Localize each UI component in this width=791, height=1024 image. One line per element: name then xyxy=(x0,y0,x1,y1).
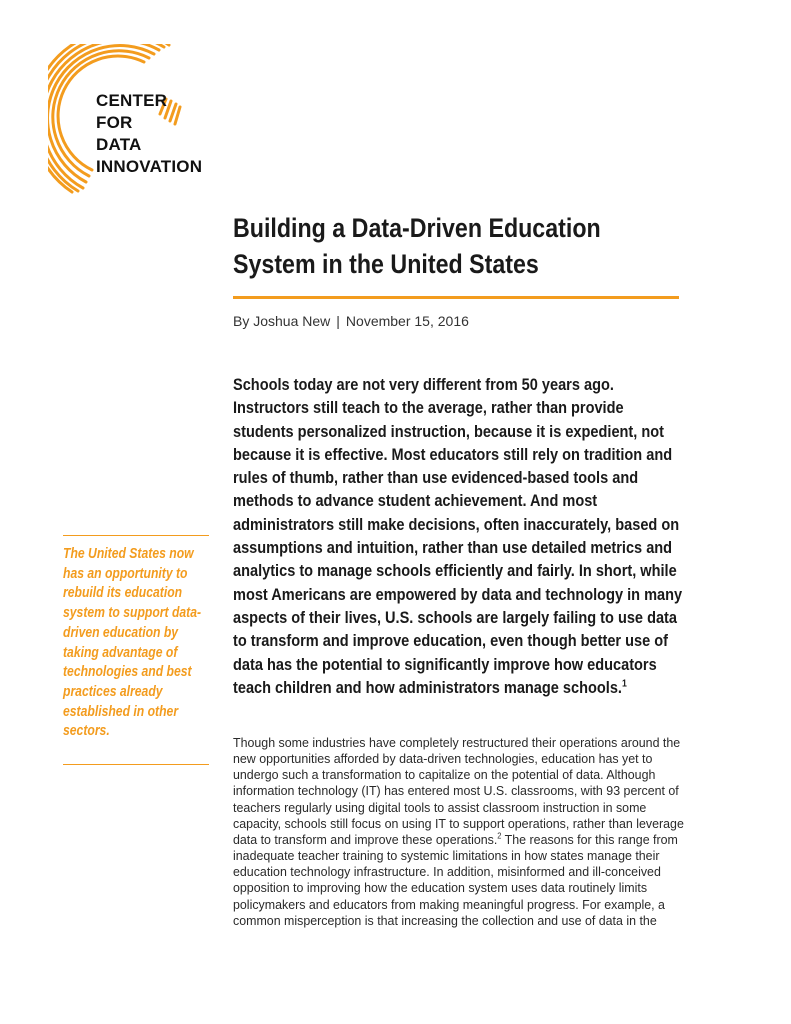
title-line: Building a Data-Driven Education xyxy=(233,213,601,243)
report-title xyxy=(233,210,697,282)
body-paragraph xyxy=(233,735,686,929)
logo-line: DATA xyxy=(96,135,142,154)
pull-quote-bottom-rule xyxy=(63,764,209,765)
lead-text: Schools today are not very different from 50 years ago. Instructors still teach to the average, rather than provide students personalized instruction, because it is expedient, not because it is effective. Most educators still rely on tradition and rules of thumb, rather than use evidenced-based tools and methods to advance student achievement. And most administrators still make decisions, often inaccurately, based on assumptions and intuition, rather than use detailed metrics and analytics to manage schools efficiently and fairly. In short, while most Americans are empowered by data and technology in many aspects of their lives, U.S. schools are largely failing to use data to transform and improve education, even though better use of data has the potential to significantly improve how educators teach children and how administrators manage schools. xyxy=(233,375,683,697)
body-text-part: The reasons for this range from inadequate teacher training to systemic limitations in how states manage their education technology infrastructure. In addition, misinformed and ill-conceived opposition to improving how the education system uses data routinely limits policymakers and educators from making meaningful progress. For example, a common misperception is that increasing the collection and use of data in the xyxy=(233,831,678,928)
logo-line: FOR xyxy=(96,113,133,132)
footnote-marker: 2 xyxy=(497,831,502,841)
byline xyxy=(233,313,469,329)
title-divider xyxy=(233,296,679,299)
logo-line: INNOVATION xyxy=(96,157,203,176)
logo-wordmark xyxy=(96,90,202,178)
center-for-data-innovation-logo xyxy=(48,44,228,194)
publication-date: November 15, 2016 xyxy=(345,313,469,329)
lead-paragraph xyxy=(233,373,687,699)
footnote-marker: 1 xyxy=(621,678,627,690)
byline-separator: | xyxy=(336,313,340,329)
author: By Joshua New xyxy=(233,313,331,329)
body-text-part: Though some industries have completely restructured their operations around the new opportunities afforded by data-driven technologies, education has yet to undergo such a transformation to capitalize on the potential of data. Although information technology (IT) has entered most U.S. classrooms, with 93 percent of teachers regularly using digital tools to assist classroom instruction in some capacity, schools still focus on using IT to support operations, rather than leverage data to transform and improve these operations. xyxy=(233,735,684,847)
pull-quote-top-rule xyxy=(63,535,209,536)
pull-quote: The United States now has an opportunity to rebuild its education system to support data-driven education by taking advantage of technologies and best practices already established in other sectors. xyxy=(63,546,202,740)
logo-line: CENTER xyxy=(96,91,168,110)
title-line: System in the United States xyxy=(233,249,539,279)
